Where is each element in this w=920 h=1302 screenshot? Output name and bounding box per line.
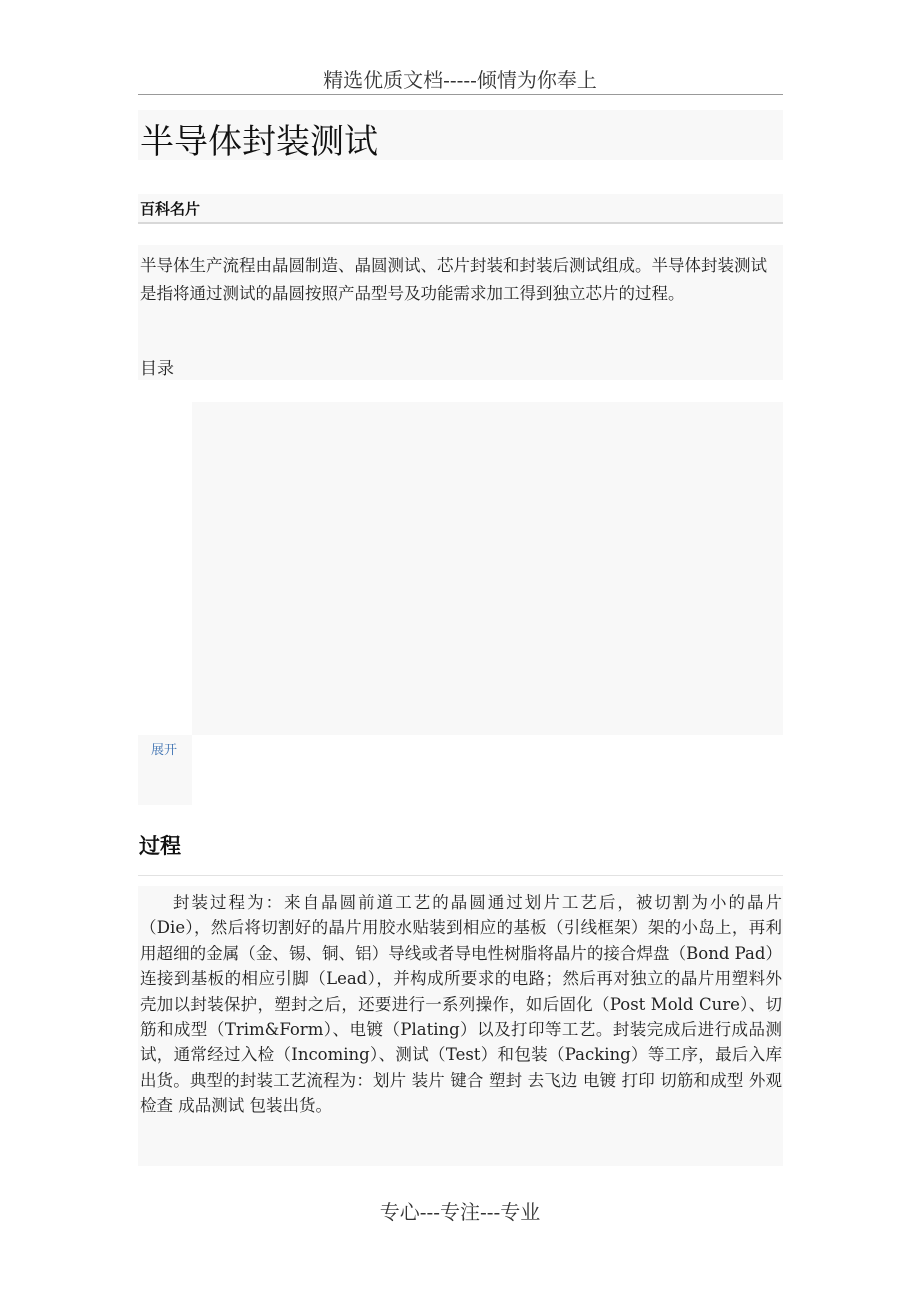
page-header: 精选优质文档-----倾情为你奉上 — [323, 68, 597, 92]
intro-block — [138, 245, 783, 380]
toc-panel — [192, 402, 783, 735]
page-footer: 专心---专注---专业 — [379, 1200, 541, 1224]
section-body-paragraph: 封装过程为：来自晶圆前道工艺的晶圆通过划片工艺后，被切割为小的晶片（Die），然后将切割好的晶片用胶水贴装到相应的基板（引线框架）架的小岛上，再利用超细的金属（金、锡、铜、铝）导线或者导电性树脂将晶片的接合焊盘（Bond Pad）连接到基板的相应引脚（Lead），并构成所要求的电路；然后再对独立的晶片用塑料外壳加以封装保护，塑封之后，还要进行一系列操作，如后固化（Post Mold Cure）、切筋和成型（Trim&Form）、电镀（Plating）以及打印等工艺。封装完成后进行成品测试，通常经过入检（Incoming）、测试（Test）和包装（Packing）等工序，最后入库出货。典型的封装工艺流程为：划片 装片 键合 塑封 去飞边 电镀 打印 切筋和成型 外观检查 成品测试 包装出货。 — [140, 893, 782, 1116]
title-block — [138, 110, 783, 160]
toc-label: 目录 — [140, 359, 174, 379]
section-heading: 过程 — [139, 834, 181, 858]
page-title: 半导体封装测试 — [140, 122, 378, 162]
section-body-block — [138, 886, 783, 1166]
header-divider — [138, 94, 783, 95]
section-divider — [138, 875, 783, 876]
card-label: 百科名片 — [140, 200, 201, 218]
card-label-block — [138, 194, 783, 224]
intro-paragraph: 半导体生产流程由晶圆制造、晶圆测试、芯片封装和封装后测试组成。半导体封装测试是指将通过测试的晶圆按照产品型号及功能需求加工得到独立芯片的过程。 — [140, 256, 767, 303]
expand-area — [138, 735, 192, 805]
expand-link[interactable]: 展开 — [151, 743, 178, 758]
